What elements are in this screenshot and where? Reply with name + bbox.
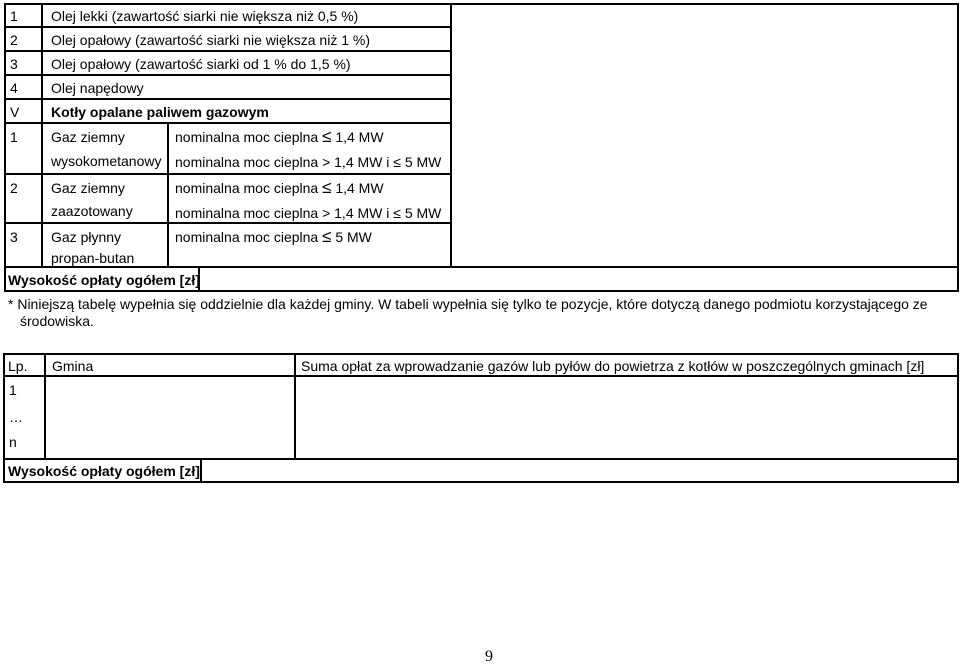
power-condition: nominalna moc cieplna ≤ 1,4 MW [175,178,384,197]
page-number: 9 [485,648,493,665]
table1-row-divider [4,74,452,76]
table2-border-top [3,353,959,355]
fuel-label-line2: zaazotowany [51,203,133,219]
total-label: Wysokość opłaty ogółem [zł] [8,272,200,288]
row-number: 2 [10,180,18,196]
table1-border-top [4,3,959,5]
row-number: n [9,434,17,450]
power-condition: nominalna moc cieplna > 1,4 MW i ≤ 5 MW [175,154,442,170]
table2-border-right [957,353,959,483]
table2-col-divider [200,458,202,483]
header-gmina: Gmina [52,358,94,374]
table1-row-divider [4,266,959,268]
fuel-label: Olej napędowy [51,80,144,96]
fuel-label: Gaz płynny [51,229,122,245]
power-condition: nominalna moc cieplna ≤ 5 MW [175,227,372,246]
fuel-label: Gaz ziemny [51,180,125,196]
total-label: Wysokość opłaty ogółem [zł] [8,463,200,479]
table2-row-divider [3,375,959,377]
table1-border-bottom [4,290,959,292]
row-number: 4 [10,80,18,96]
table2-border-bottom [3,481,959,483]
table1-row-divider [4,222,452,224]
table2-col-divider [294,353,296,460]
fuel-label: Olej opałowy (zawartość siarki od 1 % do 1,5 %) [51,56,351,72]
table1-col-divider [41,3,43,268]
power-condition: nominalna moc cieplna > 1,4 MW i ≤ 5 MW [175,205,442,221]
header-lp: Lp. [8,358,28,374]
less-equal-symbol: ≤ [322,227,332,246]
section-title: Kotły opalane paliwem gazowym [51,104,269,120]
footnote-line-2: środowiska. [20,313,94,329]
row-number: … [9,409,23,425]
row-number: 2 [10,32,18,48]
fuel-label: Gaz ziemny [51,129,125,145]
table1-border-left [4,3,6,292]
table1-row-divider [4,122,452,124]
table1-row-divider [4,50,452,52]
table1-col-divider [167,122,169,268]
table1-row-divider [4,98,452,100]
fuel-label: Olej opałowy (zawartość siarki nie większa niż 1 %) [51,32,370,48]
row-number: 1 [9,382,17,398]
fuel-label-line2: propan-butan [51,250,135,266]
less-equal-symbol: ≤ [322,178,332,197]
row-number: 1 [10,8,18,24]
row-number: 1 [10,129,18,145]
table2-col-divider [44,353,46,460]
section-number: V [10,104,20,120]
row-number: 3 [10,56,18,72]
footnote-line-1: * Niniejszą tabelę wypełnia się oddzielnie dla każdej gminy. W tabeli wypełnia się tylko te pozycje, które dotyczą danego podmiotu korzystającego ze [8,296,928,312]
fuel-label-line2: wysokometanowy [51,153,162,169]
header-suma: Suma opłat za wprowadzanie gazów lub pyłów do powietrza z kotłów w poszczególnych gminach [zł] [301,358,925,374]
table1-row-divider [4,26,452,28]
table2-row-divider [3,458,959,460]
power-condition: nominalna moc cieplna ≤ 1,4 MW [175,127,384,146]
table1-border-right [957,3,959,292]
row-number: 3 [10,229,18,245]
fuel-label: Olej lekki (zawartość siarki nie większa niż 0,5 %) [51,8,359,24]
table2-border-left [3,353,5,483]
table1-col-divider [450,3,452,268]
table1-row-divider [4,173,452,175]
less-equal-symbol: ≤ [322,127,332,146]
